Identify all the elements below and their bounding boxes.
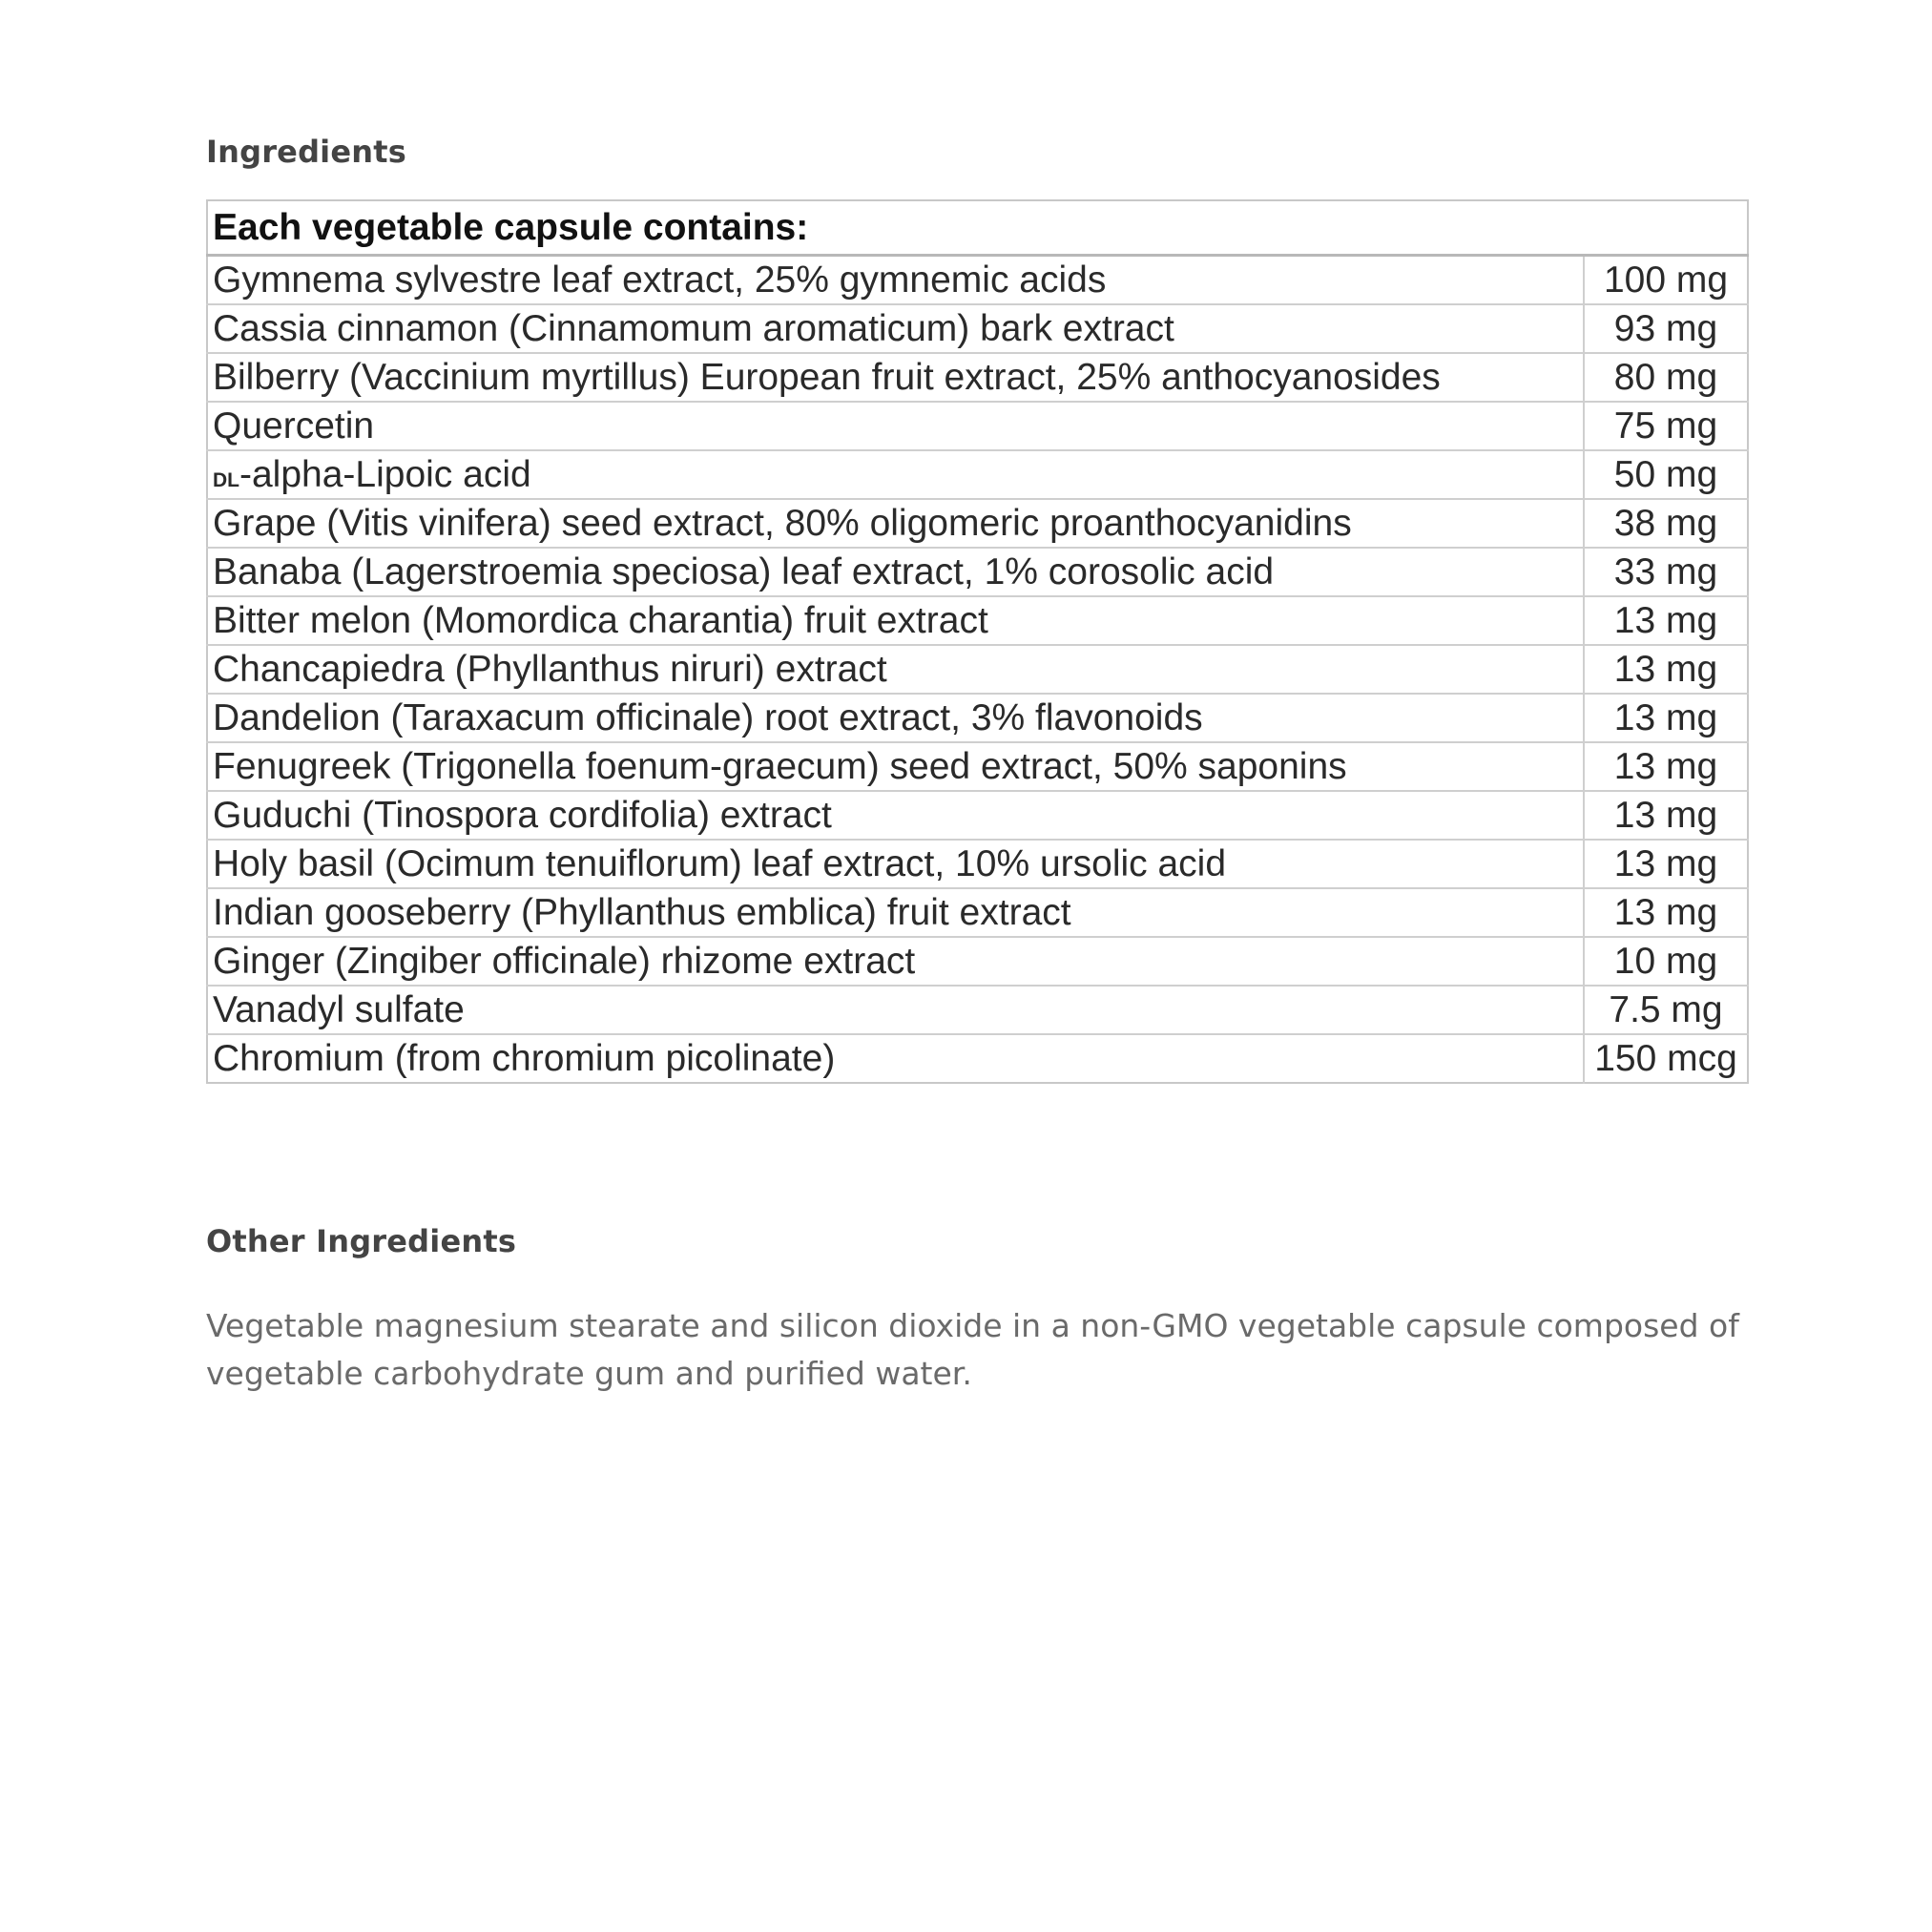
table-row <box>207 499 1748 548</box>
ingredient-name: Bitter melon (Momordica charantia) fruit extract <box>207 596 1584 645</box>
ingredient-amount: 80 mg <box>1584 353 1748 402</box>
table-row <box>207 791 1748 840</box>
table-row <box>207 986 1748 1034</box>
table-row <box>207 645 1748 694</box>
ingredients-table-container <box>206 199 1749 1084</box>
table-row <box>207 888 1748 937</box>
other-ingredients-text: Vegetable magnesium stearate and silicon dioxide in a non-GMO vegetable capsule composed of vegetable carbohydrate gum and purified water. <box>206 1307 1739 1392</box>
ingredient-name: Gymnema sylvestre leaf extract, 25% gymnemic acids <box>207 256 1584 305</box>
ingredient-amount: 33 mg <box>1584 548 1748 596</box>
table-row <box>207 694 1748 742</box>
ingredient-amount: 13 mg <box>1584 645 1748 694</box>
ingredient-amount: 10 mg <box>1584 937 1748 986</box>
ingredient-amount: 13 mg <box>1584 694 1748 742</box>
ingredient-amount: 50 mg <box>1584 450 1748 499</box>
ingredient-amount: 93 mg <box>1584 304 1748 353</box>
ingredient-name: Quercetin <box>207 402 1584 450</box>
ingredient-name <box>207 450 1584 499</box>
ingredient-amount: 38 mg <box>1584 499 1748 548</box>
table-header-row <box>207 200 1748 256</box>
ingredient-amount: 13 mg <box>1584 596 1748 645</box>
ingredient-name: Vanadyl sulfate <box>207 986 1584 1034</box>
table-row <box>207 548 1748 596</box>
ingredient-name-rest: -alpha-Lipoic acid <box>239 453 531 495</box>
ingredient-name: Ginger (Zingiber officinale) rhizome extract <box>207 937 1584 986</box>
ingredient-amount: 13 mg <box>1584 888 1748 937</box>
table-row <box>207 256 1748 305</box>
ingredient-amount: 75 mg <box>1584 402 1748 450</box>
ingredient-name: Fenugreek (Trigonella foenum-graecum) seed extract, 50% saponins <box>207 742 1584 791</box>
table-row <box>207 596 1748 645</box>
table-row <box>207 937 1748 986</box>
ingredient-name: Dandelion (Taraxacum officinale) root extract, 3% flavonoids <box>207 694 1584 742</box>
ingredients-table <box>206 199 1749 1084</box>
table-row <box>207 402 1748 450</box>
ingredient-name: Holy basil (Ocimum tenuiflorum) leaf extract, 10% ursolic acid <box>207 840 1584 888</box>
ingredient-amount: 7.5 mg <box>1584 986 1748 1034</box>
ingredient-name: Cassia cinnamon (Cinnamomum aromaticum) bark extract <box>207 304 1584 353</box>
table-row <box>207 742 1748 791</box>
ingredient-name: Chromium (from chromium picolinate) <box>207 1034 1584 1083</box>
ingredient-amount: 150 mcg <box>1584 1034 1748 1083</box>
ingredient-amount: 13 mg <box>1584 742 1748 791</box>
ingredient-amount: 13 mg <box>1584 840 1748 888</box>
ingredient-name-prefix: dl <box>213 461 239 493</box>
ingredient-name: Guduchi (Tinospora cordifolia) extract <box>207 791 1584 840</box>
table-row <box>207 840 1748 888</box>
ingredient-amount: 100 mg <box>1584 256 1748 305</box>
table-row <box>207 353 1748 402</box>
ingredients-table-body <box>207 256 1748 1084</box>
ingredient-name: Indian gooseberry (Phyllanthus emblica) fruit extract <box>207 888 1584 937</box>
ingredient-amount: 13 mg <box>1584 791 1748 840</box>
table-row <box>207 304 1748 353</box>
ingredient-name: Grape (Vitis vinifera) seed extract, 80% oligomeric proanthocyanidins <box>207 499 1584 548</box>
table-row <box>207 1034 1748 1083</box>
ingredient-name: Bilberry (Vaccinium myrtillus) European fruit extract, 25% anthocyanosides <box>207 353 1584 402</box>
ingredient-name: Chancapiedra (Phyllanthus niruri) extract <box>207 645 1584 694</box>
other-ingredients-heading: Other Ingredients <box>206 1223 517 1259</box>
table-row <box>207 450 1748 499</box>
table-header: Each vegetable capsule contains: <box>207 200 1748 256</box>
ingredients-heading: Ingredients <box>206 134 406 170</box>
ingredient-name: Banaba (Lagerstroemia speciosa) leaf extract, 1% corosolic acid <box>207 548 1584 596</box>
